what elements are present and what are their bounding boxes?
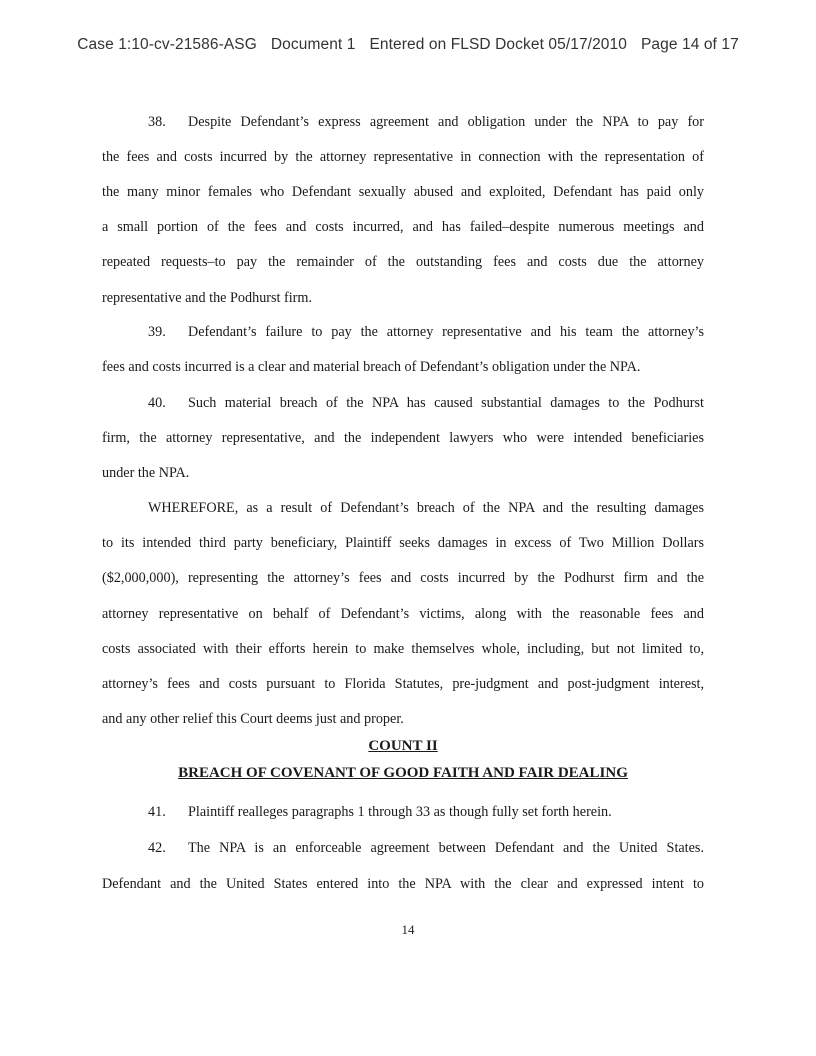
docket-entry: Entered on FLSD Docket 05/17/2010 <box>369 36 627 53</box>
paragraph-number: 38. <box>148 114 166 130</box>
paragraph-42-line-2: Defendant and the United States entered into the NPA with the clear and expressed intent to <box>102 876 704 892</box>
page-indicator: Page 14 of 17 <box>640 36 739 53</box>
paragraph-number: 39. <box>148 324 166 340</box>
paragraph-39-line-1: 39. Defendant’s failure to pay the attorney representative and his team the attorney’s <box>148 324 704 340</box>
paragraph-39-line-2: fees and costs incurred is a clear and material breach of Defendant’s obligation under the NPA. <box>102 359 641 375</box>
wherefore-line-6: attorney’s fees and costs pursuant to Florida Statutes, pre-judgment and post-judgment interest, <box>102 676 704 692</box>
paragraph-38-line-6: representative and the Podhurst firm. <box>102 290 312 306</box>
wherefore-line-3: ($2,000,000), representing the attorney’s fees and costs incurred by the Podhurst firm and the <box>102 570 704 586</box>
paragraph-40-line-3: under the NPA. <box>102 465 190 481</box>
paragraph-40-line-2: firm, the attorney representative, and the independent lawyers who were intended beneficiaries <box>102 430 704 446</box>
case-number: Case 1:10-cv-21586-ASG <box>77 36 257 53</box>
paragraph-38-line-1: 38. Despite Defendant’s express agreement and obligation under the NPA to pay for <box>148 114 704 130</box>
wherefore-line-5: costs associated with their efforts herein to make themselves whole, including, but not limited to, <box>102 641 704 657</box>
page-number: 14 <box>401 922 415 937</box>
paragraph-41-line-1: 41. Plaintiff realleges paragraphs 1 through 33 as though fully set forth herein. <box>148 804 612 820</box>
paragraph-number: 42. <box>148 840 166 856</box>
paragraph-42-line-1: 42. The NPA is an enforceable agreement between Defendant and the United States. <box>148 840 704 856</box>
count-subtitle: BREACH OF COVENANT OF GOOD FAITH AND FAIR DEALING <box>178 765 628 781</box>
wherefore-line-7: and any other relief this Court deems just and proper. <box>102 711 404 727</box>
wherefore-line-1: WHEREFORE, as a result of Defendant’s breach of the NPA and the resulting damages <box>148 500 704 516</box>
docket-header <box>0 36 816 54</box>
paragraph-40-line-1: 40. Such material breach of the NPA has caused substantial damages to the Podhurst <box>148 395 704 411</box>
count-title: COUNT II <box>368 738 438 754</box>
paragraph-38-line-2: the fees and costs incurred by the attorney representative in connection with the representation of <box>102 149 704 165</box>
paragraph-38-line-3: the many minor females who Defendant sexually abused and exploited, Defendant has paid only <box>102 184 704 200</box>
paragraph-number: 41. <box>148 804 166 820</box>
wherefore-line-2: to its intended third party beneficiary, Plaintiff seeks damages in excess of Two Million Dollars <box>102 535 704 551</box>
wherefore-line-4: attorney representative on behalf of Defendant’s victims, along with the reasonable fees and <box>102 606 704 622</box>
document-number: Document 1 <box>270 36 356 53</box>
paragraph-38-line-5: repeated requests–to pay the remainder of the outstanding fees and costs due the attorney <box>102 254 704 270</box>
paragraph-38-line-4: a small portion of the fees and costs incurred, and has failed–despite numerous meetings and <box>102 219 704 235</box>
paragraph-number: 40. <box>148 395 166 411</box>
